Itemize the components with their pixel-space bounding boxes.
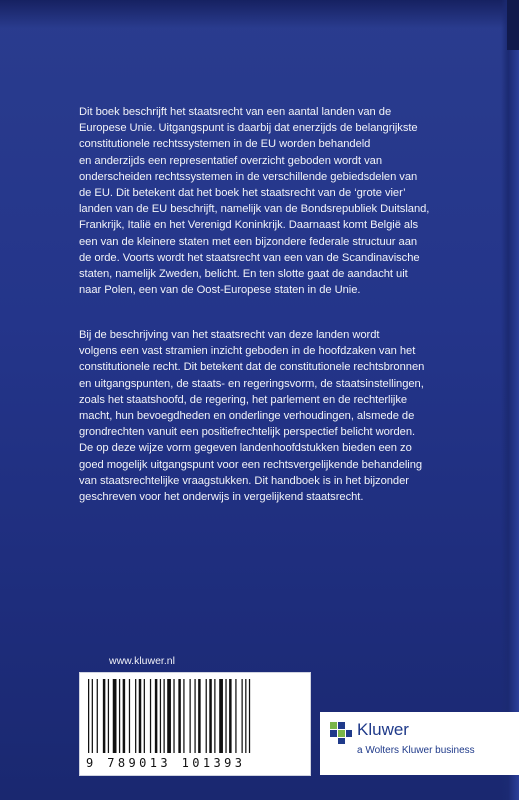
- publisher-name: Kluwer: [357, 720, 409, 739]
- spine-tab: [507, 0, 519, 50]
- publisher-tagline: a Wolters Kluwer business: [357, 745, 475, 756]
- barcode-bars: [86, 679, 304, 755]
- kluwer-logo-mark-icon: [330, 722, 352, 744]
- barcode-digits: 9 789013 101393: [86, 756, 246, 770]
- publisher-logo: [320, 712, 519, 775]
- blurb-paragraph-1: Dit boek beschrijft het staatsrecht van een aantal landen van de Europese Unie. Uitgangspunt is daarbij dat enerzijds de belangrijkste constitutionele rechtssystemen in de EU worden behandeld en anderzijds een representatief overzicht geboden wordt van onderscheiden rechtssystemen in de verschillende gebiedsdelen van de EU. Dit betekent dat het boek het staatsrecht van de ‘grote vier’ landen van de EU beschrijft, namelijk van de Bondsrepubliek Duitsland, Frankrijk, Italië en het Verenigd Koninkrijk. Daarnaast komt België als een van de kleinere staten met een bijzondere federale structuur aan de orde. Voorts wordt het staatsrecht van een van de Scandinavische staten, namelijk Zweden, belicht. En ten slotte gaat de aandacht uit naar Polen, een van de Oost-Europese staten in de Unie.: [79, 106, 430, 297]
- spine-edge: [501, 0, 519, 800]
- blurb-paragraph-2: Bij de beschrijving van het staatsrecht van deze landen wordt volgens een vast stramien inzicht geboden in de hoofdzaken van het constitutionele recht. Dit betekent dat de constitutionele rechtsbronnen en uitgangspunten, de staats- en regeringsvorm, de staatsinstellingen, zoals het staatshoofd, de regering, het parlement en de rechterlijke macht, hun bevoegdheden en onderlinge verhoudingen, alsmede de grondrechten vanuit een positiefrechtelijk perspectief belicht worden. De op deze wijze vorm gegeven landenhoofdstukken bieden een zo goed mogelijk uitgangspunt voor een rechtsvergelijkende behandeling van staatsrechtelijke vraagstukken. Dit handboek is in het bijzonder geschreven voor het onderwijs in vergelijkend staatsrecht.: [79, 329, 425, 504]
- publisher-website: www.kluwer.nl: [109, 655, 175, 667]
- isbn-barcode: [79, 672, 311, 776]
- top-shadow: [0, 0, 519, 28]
